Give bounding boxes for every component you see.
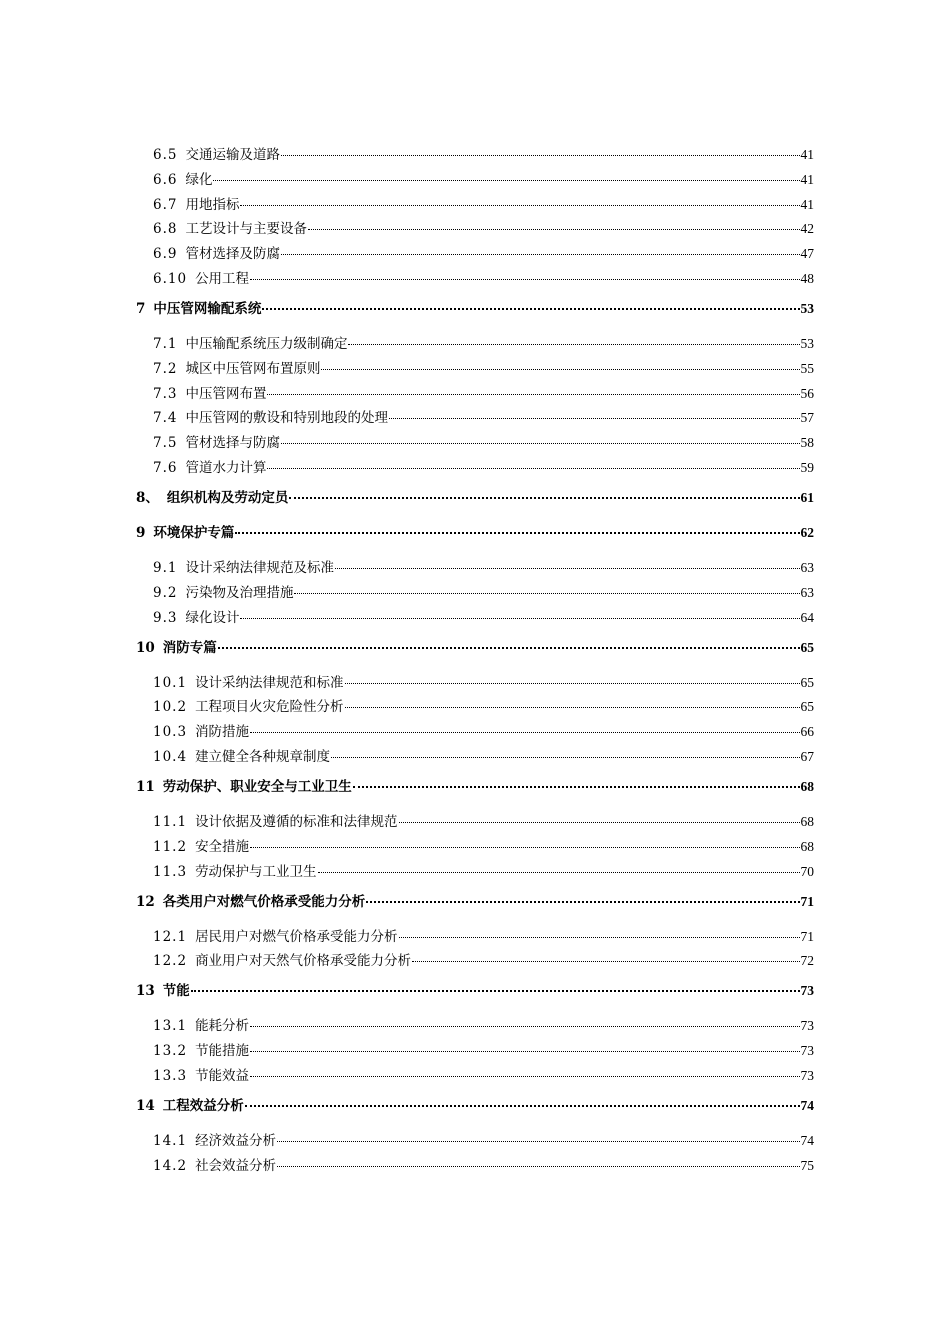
- toc-entry-page-number: 72: [800, 953, 814, 969]
- toc-section-entry[interactable]: [136, 608, 814, 628]
- toc-section-entry[interactable]: [136, 697, 814, 717]
- toc-section-entry[interactable]: [136, 722, 814, 742]
- toc-entry-page-number: 65: [800, 699, 814, 715]
- toc-entry-number: 10: [136, 639, 155, 656]
- toc-entry-page-number: 73: [800, 1018, 814, 1034]
- toc-section-entry[interactable]: [136, 812, 814, 832]
- dot-leader: [240, 617, 799, 619]
- toc-section-entry[interactable]: [136, 673, 814, 693]
- toc-entry-title: 设计采纳法律规范及标准: [185, 559, 334, 576]
- toc-entry-title: 劳动保护与工业卫生: [195, 863, 317, 880]
- dot-leader: [353, 785, 800, 788]
- toc-entry-title: 公用工程: [195, 270, 250, 287]
- toc-entry-page-number: 48: [800, 270, 814, 286]
- toc-entry-page-number: 63: [800, 559, 814, 575]
- dot-leader: [277, 1140, 799, 1142]
- dot-leader: [318, 871, 800, 873]
- toc-entry-title: 绿化设计: [185, 609, 240, 626]
- toc-entry-number: 13.3: [153, 1067, 188, 1084]
- toc-section-entry[interactable]: [136, 458, 814, 478]
- toc-entry-page-number: 74: [800, 1132, 814, 1148]
- dot-leader: [366, 900, 799, 903]
- dot-leader: [235, 531, 799, 534]
- toc-section-entry[interactable]: [136, 1041, 814, 1061]
- toc-entry-title: 中压管网布置: [185, 385, 267, 402]
- dot-leader: [331, 756, 799, 758]
- toc-entry-title: 工程项目火灾危险性分析: [195, 699, 344, 716]
- toc-entry-number: 6.5: [153, 147, 178, 163]
- toc-entry-page-number: 42: [800, 221, 814, 237]
- toc-section-entry[interactable]: [136, 1131, 814, 1151]
- toc-entry-title: 绿化: [185, 171, 213, 188]
- dot-leader: [218, 646, 800, 649]
- toc-section-entry[interactable]: [136, 433, 814, 453]
- toc-entry-title: 污染物及治理措施: [185, 584, 294, 601]
- toc-entry-page-number: 58: [800, 435, 814, 451]
- table-of-contents: [136, 145, 814, 1181]
- toc-entry-title: 管材选择及防腐: [185, 246, 280, 263]
- dot-leader: [250, 846, 799, 848]
- toc-entry-page-number: 63: [800, 584, 814, 600]
- toc-entry-title: 环境保护专篇: [153, 524, 235, 541]
- dot-leader: [191, 989, 800, 992]
- toc-entry-number: 10.2: [153, 699, 188, 716]
- toc-entry-number: 7.6: [153, 459, 178, 476]
- toc-entry-page-number: 66: [800, 724, 814, 740]
- toc-chapter-entry[interactable]: [136, 638, 814, 658]
- toc-entry-page-number: 73: [800, 983, 814, 999]
- toc-section-entry[interactable]: [136, 558, 814, 578]
- toc-section-entry[interactable]: [136, 951, 814, 971]
- toc-entry-title: 管材选择与防腐: [185, 435, 280, 452]
- dot-leader: [345, 682, 800, 684]
- toc-chapter-entry[interactable]: [136, 892, 814, 912]
- toc-entry-page-number: 75: [800, 1157, 814, 1173]
- toc-entry-title: 设计采纳法律规范和标准: [195, 674, 344, 691]
- toc-entry-page-number: 64: [800, 609, 814, 625]
- toc-entry-page-number: 68: [800, 838, 814, 854]
- toc-entry-page-number: 73: [800, 1067, 814, 1083]
- toc-entry-title: 节能效益: [195, 1067, 250, 1084]
- toc-entry-title: 消防措施: [195, 724, 250, 741]
- toc-entry-page-number: 53: [800, 335, 814, 351]
- toc-entry-number: 7.2: [153, 360, 178, 377]
- toc-entry-title: 交通运输及道路: [185, 147, 280, 163]
- toc-entry-number: 13.2: [153, 1043, 188, 1060]
- toc-entry-number: 12: [136, 893, 155, 910]
- toc-entry-title: 建立健全各种规章制度: [195, 748, 331, 765]
- toc-entry-page-number: 53: [800, 300, 814, 316]
- dot-leader: [412, 960, 799, 962]
- toc-entry-page-number: 67: [800, 748, 814, 764]
- toc-section-entry[interactable]: [136, 747, 814, 767]
- dot-leader: [321, 368, 799, 370]
- dot-leader: [335, 567, 800, 569]
- toc-entry-page-number: 41: [800, 171, 814, 187]
- toc-chapter-entry[interactable]: [136, 777, 814, 797]
- toc-entry-number: 7: [136, 300, 146, 317]
- toc-section-entry[interactable]: [136, 170, 814, 190]
- toc-entry-page-number: 59: [800, 459, 814, 475]
- toc-entry-number: 14.1: [153, 1132, 188, 1149]
- dot-leader: [250, 1050, 799, 1052]
- toc-entry-title: 能耗分析: [195, 1018, 250, 1035]
- toc-entry-page-number: 62: [800, 524, 814, 540]
- toc-entry-number: 9.2: [153, 584, 178, 601]
- toc-section-entry[interactable]: [136, 269, 814, 289]
- toc-entry-page-number: 47: [800, 246, 814, 262]
- toc-entry-number: 12.1: [153, 928, 188, 945]
- toc-section-entry[interactable]: [136, 195, 814, 215]
- dot-leader: [267, 393, 799, 395]
- toc-entry-page-number: 65: [800, 639, 814, 655]
- toc-entry-number: 9.3: [153, 609, 178, 626]
- toc-entry-page-number: 70: [800, 863, 814, 879]
- toc-entry-title: 城区中压管网布置原则: [185, 360, 321, 377]
- toc-section-entry[interactable]: [136, 384, 814, 404]
- toc-entry-title: 中压输配系统压力级制确定: [185, 335, 348, 352]
- toc-entry-title: 消防专篇: [162, 639, 217, 656]
- toc-section-entry[interactable]: [136, 359, 814, 379]
- toc-chapter-entry[interactable]: [136, 488, 814, 508]
- toc-section-entry[interactable]: [136, 145, 814, 165]
- toc-entry-number: 10.4: [153, 748, 188, 765]
- toc-entry-number: 13: [136, 983, 155, 1000]
- toc-entry-number: 8、: [136, 489, 159, 506]
- toc-section-entry[interactable]: [136, 1156, 814, 1176]
- toc-section-entry[interactable]: [136, 862, 814, 882]
- toc-entry-number: 11.1: [153, 813, 188, 830]
- dot-leader: [213, 179, 799, 181]
- dot-leader: [348, 343, 799, 345]
- dot-leader: [250, 1025, 799, 1027]
- dot-leader: [345, 706, 800, 708]
- dot-leader: [399, 821, 800, 823]
- toc-chapter-entry[interactable]: [136, 981, 814, 1001]
- toc-entry-number: 14.2: [153, 1157, 188, 1174]
- toc-entry-number: 9: [136, 524, 146, 541]
- toc-section-entry[interactable]: [136, 244, 814, 264]
- toc-section-entry[interactable]: [136, 927, 814, 947]
- dot-leader: [308, 228, 800, 230]
- toc-entry-page-number: 71: [800, 893, 814, 909]
- toc-chapter-entry[interactable]: [136, 1096, 814, 1116]
- toc-section-entry[interactable]: [136, 583, 814, 603]
- dot-leader: [281, 253, 800, 255]
- toc-entry-number: 11: [136, 778, 155, 795]
- toc-entry-title: 中压管网输配系统: [153, 300, 262, 317]
- toc-entry-page-number: 68: [800, 813, 814, 829]
- toc-entry-number: 11.3: [153, 863, 188, 880]
- dot-leader: [389, 417, 800, 419]
- toc-entry-number: 7.1: [153, 335, 178, 352]
- toc-entry-title: 商业用户对天然气价格承受能力分析: [195, 953, 412, 970]
- toc-entry-page-number: 61: [800, 489, 814, 505]
- toc-entry-page-number: 68: [800, 778, 814, 794]
- toc-entry-number: 6.10: [153, 270, 188, 287]
- dot-leader: [240, 204, 799, 206]
- toc-entry-number: 7.5: [153, 435, 178, 452]
- toc-entry-title: 居民用户对燃气价格承受能力分析: [195, 928, 398, 945]
- toc-chapter-entry[interactable]: [136, 299, 814, 319]
- toc-entry-title: 节能: [162, 983, 190, 1000]
- toc-entry-title: 经济效益分析: [195, 1132, 277, 1149]
- toc-entry-page-number: 41: [800, 147, 814, 162]
- toc-section-entry[interactable]: [136, 219, 814, 239]
- toc-entry-page-number: 55: [800, 360, 814, 376]
- dot-leader: [277, 1165, 799, 1167]
- toc-entry-title: 各类用户对燃气价格承受能力分析: [162, 893, 366, 910]
- toc-section-entry[interactable]: [136, 837, 814, 857]
- toc-entry-title: 中压管网的敷设和特别地段的处理: [185, 410, 388, 427]
- dot-leader: [250, 1075, 799, 1077]
- toc-entry-title: 组织机构及劳动定员: [166, 489, 289, 506]
- toc-entry-title: 社会效益分析: [195, 1157, 277, 1174]
- toc-entry-number: 6.9: [153, 246, 178, 263]
- dot-leader: [267, 467, 799, 469]
- toc-entry-page-number: 65: [800, 674, 814, 690]
- toc-entry-page-number: 71: [800, 928, 814, 944]
- toc-entry-page-number: 56: [800, 385, 814, 401]
- toc-section-entry[interactable]: [136, 334, 814, 354]
- dot-leader: [250, 731, 799, 733]
- dot-leader: [399, 936, 800, 938]
- toc-entry-number: 6.7: [153, 196, 178, 213]
- toc-entry-number: 12.2: [153, 953, 188, 970]
- toc-entry-title: 安全措施: [195, 838, 250, 855]
- dot-leader: [245, 1104, 800, 1107]
- dot-leader: [281, 442, 800, 444]
- dot-leader: [294, 592, 799, 594]
- toc-section-entry[interactable]: [136, 1016, 814, 1036]
- toc-entry-number: 10.1: [153, 674, 188, 691]
- toc-section-entry[interactable]: [136, 1066, 814, 1086]
- toc-entry-title: 工艺设计与主要设备: [185, 221, 307, 238]
- toc-entry-number: 7.3: [153, 385, 178, 402]
- toc-entry-page-number: 57: [800, 410, 814, 426]
- toc-entry-page-number: 74: [800, 1097, 814, 1113]
- toc-entry-title: 工程效益分析: [162, 1097, 244, 1114]
- toc-section-entry[interactable]: [136, 408, 814, 428]
- dot-leader: [281, 154, 800, 156]
- toc-entry-number: 11.2: [153, 838, 188, 855]
- toc-entry-number: 10.3: [153, 724, 188, 741]
- toc-entry-number: 14: [136, 1097, 155, 1114]
- toc-entry-number: 9.1: [153, 559, 178, 576]
- toc-entry-title: 用地指标: [185, 196, 240, 213]
- toc-entry-number: 6.8: [153, 221, 178, 238]
- toc-entry-number: 6.6: [153, 171, 178, 188]
- toc-entry-title: 节能措施: [195, 1043, 250, 1060]
- toc-entry-page-number: 73: [800, 1043, 814, 1059]
- dot-leader: [250, 278, 799, 280]
- toc-entry-number: 7.4: [153, 410, 178, 427]
- toc-entry-title: 劳动保护、职业安全与工业卫生: [162, 778, 352, 795]
- toc-entry-title: 设计依据及遵循的标准和法律规范: [195, 813, 398, 830]
- dot-leader: [262, 307, 799, 310]
- dot-leader: [289, 496, 799, 499]
- toc-entry-title: 管道水力计算: [185, 459, 267, 476]
- toc-entry-number: 13.1: [153, 1018, 188, 1035]
- toc-entry-page-number: 41: [800, 196, 814, 212]
- toc-chapter-entry[interactable]: [136, 523, 814, 543]
